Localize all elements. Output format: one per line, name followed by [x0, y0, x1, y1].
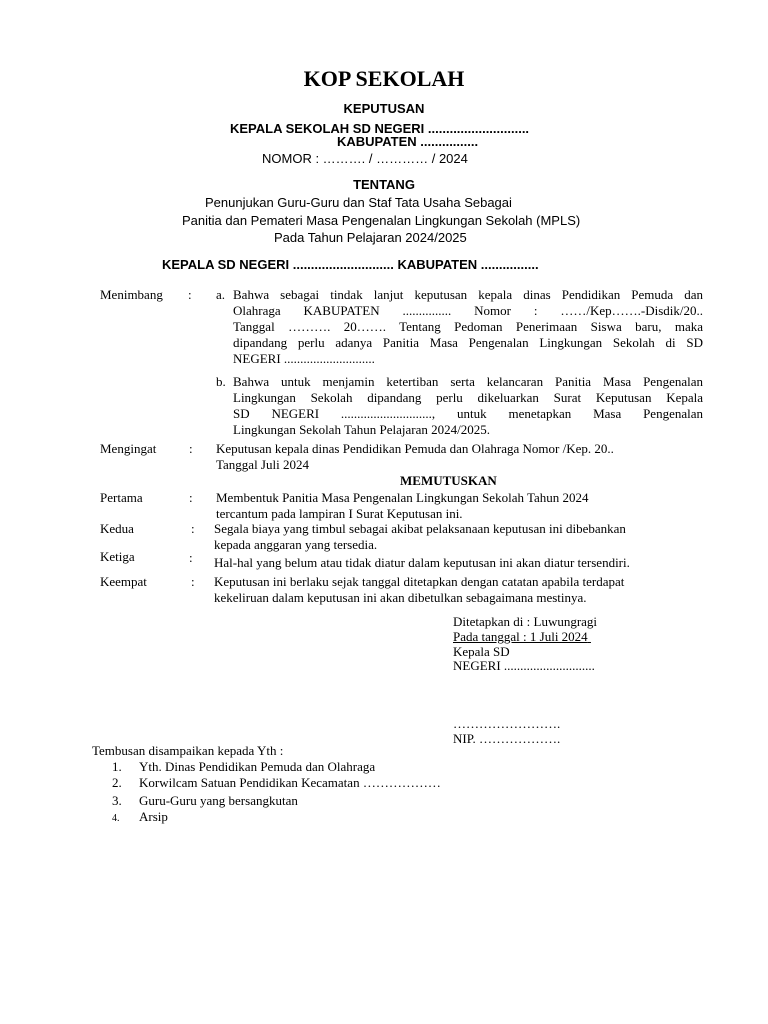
kedua-line: Segala biaya yang timbul sebagai akibat pelaksanaan keputusan ini dibebankan [214, 521, 626, 536]
tentang-line-3: Pada Tahun Pelajaran 2024/2025 [274, 230, 467, 245]
tentang-line-2: Panitia dan Pemateri Masa Pengenalan Lingkungan Sekolah (MPLS) [182, 213, 581, 228]
memutuskan-title: MEMUTUSKAN [400, 473, 497, 488]
list-number: 1. [112, 759, 122, 774]
tentang-line-1: Penunjukan Guru-Guru dan Staf Tata Usaha Sebagai [205, 195, 512, 210]
list-item [112, 809, 441, 827]
ditetapkan-line: Ditetapkan di : Luwungragi [453, 614, 598, 629]
signature-dots: ……………………. [453, 716, 561, 731]
menimbang-a-text [233, 287, 703, 367]
keputusan-title: KEPUTUSAN [343, 101, 425, 116]
menimbang-a-line: NEGERI ............................ [233, 351, 375, 366]
nomor-line: NOMOR : ………. / ………… / 2024 [262, 151, 468, 166]
ketiga-label: Ketiga [100, 549, 135, 564]
menimbang-a-line: dipandang perlu adanya Panitia Masa Pengenalan Lingkungan Sekolah di SD [233, 335, 703, 350]
kedua-colon: : [191, 521, 195, 536]
keempat-colon: : [191, 574, 195, 589]
kop-sekolah-title: KOP SEKOLAH [303, 66, 465, 91]
pada-tanggal-underline [588, 629, 637, 645]
list-item [112, 793, 441, 809]
kepala-sd-signature: Kepala SD [453, 644, 510, 659]
list-text: Yth. Dinas Pendidikan Pemuda dan Olahraga [139, 759, 376, 774]
keempat-line: kekeliruan dalam keputusan ini akan dibetulkan sebagaimana mestinya. [214, 590, 587, 605]
pertama-line: Membentuk Panitia Masa Pengenalan Lingkungan Sekolah Tahun 2024 [216, 490, 589, 505]
list-text: Guru-Guru yang bersangkutan [139, 793, 298, 808]
list-text: Arsip [139, 809, 168, 824]
menimbang-b-line: Lingkungan Sekolah dipandang perlu dikeluarkan Surat Keputusan Kepala [233, 390, 703, 405]
menimbang-colon: : [188, 287, 192, 302]
keempat-text [214, 574, 684, 606]
menimbang-b-line: Bahwa untuk menjamin ketertiban serta kelancaran Panitia Masa Pengenalan [233, 374, 703, 389]
pertama-label: Pertama [100, 490, 143, 505]
kepala-sd-line: KEPALA SD NEGERI ............................ KABUPATEN ................ [162, 257, 539, 272]
mengingat-colon: : [189, 441, 193, 456]
pertama-colon: : [189, 490, 193, 505]
kepala-sekolah-line: KEPALA SEKOLAH SD NEGERI ............................ [230, 121, 530, 136]
list-item [112, 775, 441, 791]
pada-tanggal-line [453, 629, 637, 645]
kedua-label: Kedua [100, 521, 134, 536]
ketiga-colon: : [189, 550, 193, 565]
menimbang-b-marker: b. [216, 374, 226, 389]
list-number: 3. [112, 793, 122, 808]
keempat-line: Keputusan ini berlaku sejak tanggal ditetapkan dengan catatan apabila terdapat [214, 574, 625, 589]
kabupaten-line: KABUPATEN ................ [337, 134, 479, 149]
menimbang-a-line: Tanggal ………. 20……. Tentang Pedoman Penerimaan Siswa baru, maka [233, 319, 703, 334]
menimbang-b-line: Lingkungan Sekolah Tahun Pelajaran 2024/2025. [233, 422, 490, 437]
tembusan-list [112, 759, 441, 827]
list-number: 2. [112, 775, 122, 790]
menimbang-a-marker: a. [216, 287, 226, 302]
tentang-title: TENTANG [353, 177, 415, 192]
pada-tanggal-text: Pada tanggal : 1 Juli 2024 [453, 629, 588, 644]
menimbang-b-text [233, 374, 703, 438]
nip-line: NIP. ………………. [453, 731, 561, 746]
pertama-text [216, 490, 589, 522]
mengingat-line: Keputusan kepala dinas Pendidikan Pemuda dan Olahraga Nomor /Kep. 20.. [216, 441, 614, 456]
menimbang-a-line: Bahwa sebagai tindak lanjut keputusan kepala dinas Pendidikan Pemuda dan [233, 287, 703, 302]
keempat-label: Keempat [100, 574, 147, 589]
kedua-text [214, 521, 626, 553]
kedua-line: kepada anggaran yang tersedia. [214, 537, 378, 552]
list-item [112, 759, 441, 775]
menimbang-a-line: Olahraga KABUPATEN ............... Nomor : ……/Kep…….-Disdik/20.. [233, 303, 703, 318]
ketiga-text [214, 555, 630, 571]
list-text: Korwilcam Satuan Pendidikan Kecamatan ……………… [139, 775, 441, 790]
mengingat-label: Mengingat [100, 441, 157, 456]
mengingat-line: Tanggal Juli 2024 [216, 457, 309, 472]
pertama-line: tercantum pada lampiran I Surat Keputusan ini. [216, 506, 463, 521]
ketiga-line: Hal-hal yang belum atau tidak diatur dalam keputusan ini akan diatur tersendiri. [214, 555, 630, 570]
menimbang-label: Menimbang [100, 287, 163, 302]
menimbang-b-line: SD NEGERI ............................, untuk menetapkan Masa Pengenalan [233, 406, 703, 421]
tembusan-title: Tembusan disampaikan kepada Yth : [92, 743, 284, 758]
negeri-signature: NEGERI ............................ [453, 658, 595, 673]
mengingat-text [216, 441, 614, 473]
list-number: 4. [112, 813, 120, 824]
